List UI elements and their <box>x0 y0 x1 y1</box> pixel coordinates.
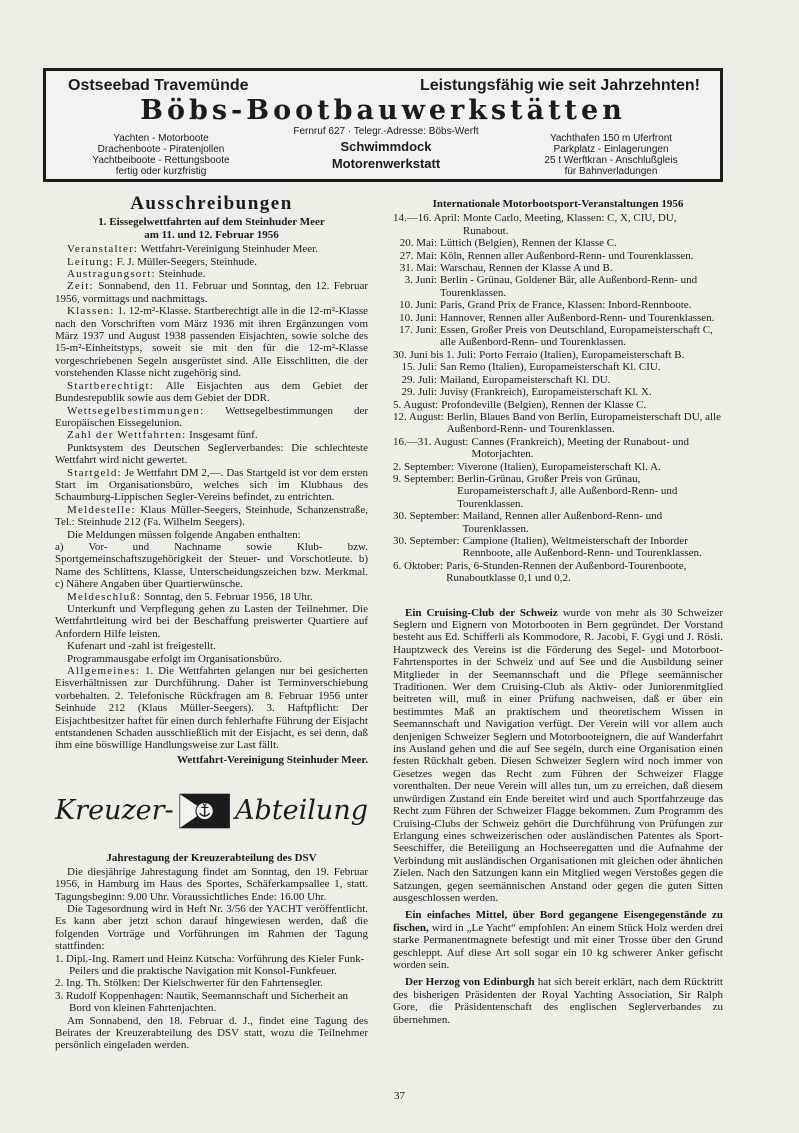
paragraph: Am Sonnabend, den 18. Februar d. J., findet eine Tagung des Beirates der Kreuzerabteilung des DSV statt, wozu die Teilnehmer persönlich eingeladen werden. <box>55 1014 368 1052</box>
race-date: 10. Juni: <box>399 299 437 312</box>
article-title: 1. Eissegelwettfahrten auf dem Steinhuder Meer <box>98 216 325 229</box>
paragraph: Klassen: 1. 12-m²-Klasse. Startberechtigt alle in die 12-m²-Klasse nach den Vorschriften vom März 1936 mit ihren Ergänzungen vom März 1937 und August 1938 passenden Eisjachten, sowie solche des 15-m²-Einheitstyps, soweit sie mit den für die 12-m²-Klasse vorgeschriebenen Segeln ausgerüstet sind. Alle Eisschlitten, die der vorstehenden Klasse nicht zugehörig sind. <box>55 305 368 380</box>
banner-text-right: Abteilung <box>235 795 368 827</box>
race-entry <box>393 461 723 473</box>
race-description: Lüttich (Belgien), Rennen der Klasse C. <box>440 237 617 250</box>
article-subtitle: am 11. und 12. Februar 1956 <box>144 228 279 241</box>
race-entry <box>393 299 723 311</box>
ad-right-services <box>516 133 706 177</box>
race-date: 9. September: <box>393 472 455 485</box>
race-description: Juvisy (Frankreich), Europameisterschaft Kl. X. <box>440 386 652 399</box>
race-list <box>393 212 723 584</box>
race-entry <box>393 312 723 324</box>
section-heading: Internationale Motorbootsport-Veranstaltungen 1956 <box>432 198 684 210</box>
paragraph: Unterkunft und Verpflegung gehen zu Lasten der Teilnehmer. Die Wettfahrtleitung wird bei der Beschaffung preiswerter Quartiere auf Anfordern Hilfe leisten. <box>55 603 368 640</box>
race-entry <box>393 473 723 510</box>
race-description: Mailand, Europameisterschaft Kl. DU. <box>440 373 611 386</box>
race-description: Mailand, Rennen aller Außenbord-Renn- und Tourenklassen. <box>462 510 663 535</box>
ad-left-line: Yachten - Motorboote <box>113 133 209 144</box>
race-date: 2. September: <box>393 460 455 473</box>
paragraph: Die diesjährige Jahrestagung findet am Sonntag, den 19. Februar 1956, in Hamburg im Haus des Sportes, Schäferkampsallee 1, statt. Tagungsbeginn: 9.00 Uhr. Voraussichtliches Ende: 16.00 Uhr. <box>55 865 368 903</box>
race-description: Cannes (Frankreich), Meeting der Runabout- und Motorjachten. <box>471 435 689 461</box>
race-entry <box>393 262 723 274</box>
race-date: 12. August: <box>393 410 444 423</box>
race-date: 31. Mai: <box>399 262 437 275</box>
paragraph: Programmausgabe erfolgt im Organisationsbüro. <box>67 652 282 665</box>
race-description: Essen, Großer Preis von Deutschland, Europameisterschaft C, alle Außenbord-Renn- und Tourenklassen. <box>440 324 713 349</box>
race-description: Warschau, Rennen der Klasse A und B. <box>440 262 613 275</box>
race-entry <box>393 349 723 361</box>
race-entry <box>393 399 723 411</box>
ad-right-line: 25 t Werftkran - Anschlußgleis <box>544 155 678 166</box>
ad-center-line: Schwimmdock <box>340 139 432 154</box>
paragraph: Wettsegelbestimmungen: Wettsegelbestimmungen der Europäischen Eissegelunion. <box>55 404 368 429</box>
news-item: Ein Cruising-Club der Schweiz wurde von mehr als 30 Schweizer Seglern und Eignern von Motorbooten in Bern gegründet. Der Vorstand besteht aus Ed. Schifferli als Kommodore, R. Jacobi, F. Gygi und J. Rösli. Hauptzweck des Vereins ist die Förderung des Segel- und Motorboot-Fahrtensportes in der Schweiz und auf See und die Ausbildung seiner Mitglieder in der Seemannschaft und die Pflege seemännischer Traditionen. Wer dem Cruising-Club als Aktiv- oder Juniorenmitglied beitreten will, muß in einer Prüfung nachweisen, daß er über ein bestimmtes Maß an praktischem und theoretischem Wissen in Seemannschaft und Navigation verfügt. Der Verein will vor allem auch denjenigen Schweizer Seglern und Motorbooteignern, die auf Wanderfahrt ins Ausland gehen und die auf See segeln, durch eine Organisation einen festen Rückhalt geben. Diesen Schweizer Seglern wird noch immer von Gesetzes wegen das Recht zum Führen der Schweizer Flagge vorenthalten. Der neue Verein will alles tun, um zu erreichen, daß diesem unwürdigen Zustand ein Ende bereitet wird und auch Sportfahrzeuge das Recht zum Führen der Schweizer Flagge bekommen. Zum Programm des Cruising-Clubs der Schweiz gehört die Durchführung von Prüfungen zur Erlangung eines schweizerischen oder ausländischen Patentes als Sport-Seeschiffer, die Beteiligung an Hochseeregatten und die Aufnahme der Verbindung mit ausländischen Organisationen mit gleichen oder ähnlichen Zielen. Nach den Satzungen kann ein Mitglied wegen Verstoßes gegen die Satzungen, gegen seemännischen Anstand oder gegen die guten Sitten ausgeschlossen werden. <box>393 606 723 904</box>
ad-left-line: fertig oder kurzfristig <box>115 166 207 177</box>
race-entry <box>393 274 723 299</box>
race-description: Köln, Rennen aller Außenbord-Renn- und Tourenklassen. <box>440 249 694 262</box>
ad-center-line: Motorenwerkstatt <box>331 156 441 171</box>
race-description: Monte Carlo, Meeting, Klassen: C, X, CIU, DU, Runabout. <box>462 212 677 237</box>
race-description: Porto Ferraio (Italien), Europameisterschaft B. <box>479 348 685 361</box>
paragraph: Meldeschluß: Sonntag, den 5. Februar 1956, 18 Uhr. <box>67 590 313 603</box>
race-date: 16.—31. August: <box>393 435 469 448</box>
anchor-flag-icon <box>178 782 231 840</box>
race-date: 30. September: <box>393 510 460 523</box>
race-date: 30. September: <box>393 534 460 547</box>
race-date: 10. Juni: <box>399 311 437 324</box>
ad-right-line: Parkplatz - Einlagerungen <box>553 144 669 155</box>
signature: Wettfahrt-Vereinigung Steinhuder Meer. <box>177 753 368 766</box>
left-column <box>55 193 369 1052</box>
paragraph: a) Vor- und Nachname sowie Klub- bzw. Sportgemeinschaftszugehörigkeit der Steuer- und Vorschotleute. b) Name des Schlittens, Klasse, Unterscheidungszeichen bzw. Merkmal. c) Nähere Angaben über Quartierwünsche. <box>55 540 368 591</box>
race-description: Berlin-Grünau, Großer Preis von Grünau, Europameisterschaft J, alle Außenbord-Renn- und Tourenklassen. <box>457 472 678 510</box>
race-description: Berlin, Blaues Band von Berlin, Europameisterschaft DU, alle Außenbord-Renn- und Tourenklassen. <box>446 410 722 436</box>
advertisement-box <box>43 68 723 182</box>
ad-location: Ostseebad Travemünde <box>68 77 249 94</box>
article-title: Jahrestagung der Kreuzerabteilung des DSV <box>106 852 317 865</box>
race-date: 20. Mai: <box>399 237 437 250</box>
paragraph: Startberechtigt: Alle Eisjachten aus dem Gebiet der Bundesrepublik sowie aus dem Gebiet der DDR. <box>55 379 368 405</box>
paragraph: Die Tagesordnung wird in Heft Nr. 3/56 der YACHT veröffentlicht. Es kann aber jetzt schon darauf hingewiesen werden, daß die folgenden Vorträge und Vorführungen im Rahmen der Tagung stattfinden: <box>55 902 368 953</box>
list-item: 2. Ing. Th. Stölken: Der Kielschwerter für den Fahrtensegler. <box>55 977 324 990</box>
race-date: 27. Mai: <box>399 249 437 262</box>
race-date: 29. Juli: <box>401 373 437 386</box>
section-heading: Ausschreibungen <box>130 193 293 214</box>
paragraph: Zeit: Sonnabend, den 11. Februar und Sonntag, den 12. Februar 1956, vormittags und nachmittags. <box>55 280 369 305</box>
ad-left-line: Yachtbeiboote - Rettungsboote <box>92 155 230 166</box>
paragraph: Meldestelle: Klaus Müller-Seegers, Steinhude, Schanzenstraße, Tel.: Steinhude 212 (Fa. Wilhelm Seegers). <box>55 503 368 529</box>
race-entry <box>393 212 723 237</box>
race-entry <box>393 237 723 249</box>
ad-right-line: Yachthafen 150 m Uferfront <box>549 133 673 144</box>
paragraph: Allgemeines: 1. Die Wettfahrten gelangen nur bei gesicherten Eisverhältnissen zur Durchführung. Daher ist Terminverschiebung vorbehalten. 2. Telefonische Rückfragen am 8. Februar 1956 unter Seinhude 212 (Klaus Müller-Seegers). 3. Haftpflicht: Der Eisjachtbesitzer haftet für einen durch fehlerhafte Führung der Eisjacht entstandenen Schaden ausschließlich mit der Eisjacht, es sei denn, daß ihm eine böswillige Handlungsweise zur Last fällt. <box>55 665 369 752</box>
news-item: Der Herzog von Edinburgh hat sich bereit erklärt, nach dem Rücktritt des bisherigen Präsidenten der Royal Yachting Association, Sir Ralph Gore, die Präsidentenschaft des englischen Seglerverbandes zu übernehmen. <box>393 976 723 1026</box>
paragraph: Kufenart und -zahl ist freigestellt. <box>67 640 216 653</box>
ad-contact: Fernruf 627 · Telegr.-Adresse: Böbs-Werft <box>293 126 479 137</box>
banner-text-left: Kreuzer- <box>55 795 174 827</box>
paragraph: Zahl der Wettfahrten: Insgesamt fünf. <box>67 429 258 442</box>
race-date: 5. August: <box>393 398 439 411</box>
race-description: Campione (Italien), Weltmeisterschaft der Inborder Rennboote, alle Außenbord-Renn- und Tourenklassen. <box>462 534 702 560</box>
race-entry <box>393 374 723 386</box>
paragraph: Veranstalter: Wettfahrt-Vereinigung Steinhuder Meer. <box>67 243 318 256</box>
race-description: San Remo (Italien), Europameisterschaft Kl. CIU. <box>440 361 661 374</box>
race-date: 17. Juni: <box>399 324 437 337</box>
right-column <box>393 198 723 1026</box>
race-date: 6. Oktober: <box>393 559 444 572</box>
race-description: Viverone (Italien), Europameisterschaft Kl. A. <box>457 460 661 473</box>
race-entry <box>393 510 723 535</box>
race-entry <box>393 535 723 560</box>
ad-company-name: Böbs-Bootbauwerkstätten <box>140 95 626 126</box>
race-description: Paris, Grand Prix de France, Klassen: Inbord-Rennboote. <box>440 299 692 312</box>
race-entry <box>393 250 723 262</box>
ad-right-line: für Bahnverladungen <box>564 166 658 177</box>
race-date: 14.—16. April: <box>393 212 460 225</box>
race-description: Hannover, Rennen aller Außenbord-Renn- und Tourenklassen. <box>440 311 715 324</box>
race-entry <box>393 386 723 398</box>
race-date: 15. Juli: <box>401 361 437 374</box>
ad-slogan: Leistungsfähig wie seit Jahrzehnten! <box>419 77 700 94</box>
race-date: 3. Juni: <box>404 274 437 287</box>
race-entry <box>393 411 723 436</box>
ad-left-line: Drachenboote - Piratenjollen <box>97 144 225 155</box>
ad-left-services <box>86 133 236 177</box>
race-description: Berlin - Grünau, Goldener Bär, alle Außenbord-Renn- und Tourenklassen. <box>440 274 698 299</box>
paragraph: Startgeld: Je Wettfahrt DM 2,—. Das Startgeld ist vor dem ersten Start im Organisationsbüro, welches sich im Klubhaus des Schaumburg-Lippischen Segler-Vereins befindet, zu entrichten. <box>55 466 369 504</box>
paragraph: Austragungsort: Steinhude. <box>67 268 206 281</box>
race-description: Profondeville (Belgien), Rennen der Klasse C. <box>441 398 647 411</box>
news-item: Ein einfaches Mittel, über Bord gegangene Eisengegenstände zu fischen, wird in „Le Yacht“ empfohlen: An einem Stück Holz werden drei starke Permanentmagnete befestigt und mit einer Trosse über den Grund geschleppt. Auf diese Art soll sogar ein 10 kg schwerer Anker gefischt worden sein. <box>393 909 723 971</box>
race-date: 30. Juni bis 1. Juli: <box>393 348 477 361</box>
race-entry <box>393 560 723 585</box>
paragraph: Leitung: F. J. Müller-Seegers, Steinhude. <box>67 255 257 268</box>
paragraph: Punktsystem des Deutschen Seglerverbandes: Die schlechteste Wettfahrt wird nicht gewertet. <box>55 441 368 467</box>
kreuzer-abteilung-banner <box>55 780 368 842</box>
list-item: 3. Rudolf Koppenhagen: Nautik, Seemannschaft und Sicherheit an Bord von kleinen Fahrtenjachten. <box>55 989 348 1015</box>
ad-center-block <box>276 126 496 171</box>
paragraph: Die Meldungen müssen folgende Angaben enthalten: <box>67 528 301 541</box>
race-entry <box>393 436 723 461</box>
race-date: 29. Juli: <box>401 386 437 399</box>
race-entry <box>393 324 723 349</box>
list-item: 1. Dipl.-Ing. Ramert und Heinz Kutscha: Vorführung des Kieler Funk-Peilers und die praktische Navigation mit Konsol-Funkfeuer. <box>55 952 365 977</box>
race-description: Paris, 6-Stunden-Rennen der Außenbord-Tourenboote, Runaboutklasse 0,1 und 0,2. <box>446 559 687 585</box>
race-entry <box>393 361 723 373</box>
page-number: 37 <box>394 1090 405 1102</box>
